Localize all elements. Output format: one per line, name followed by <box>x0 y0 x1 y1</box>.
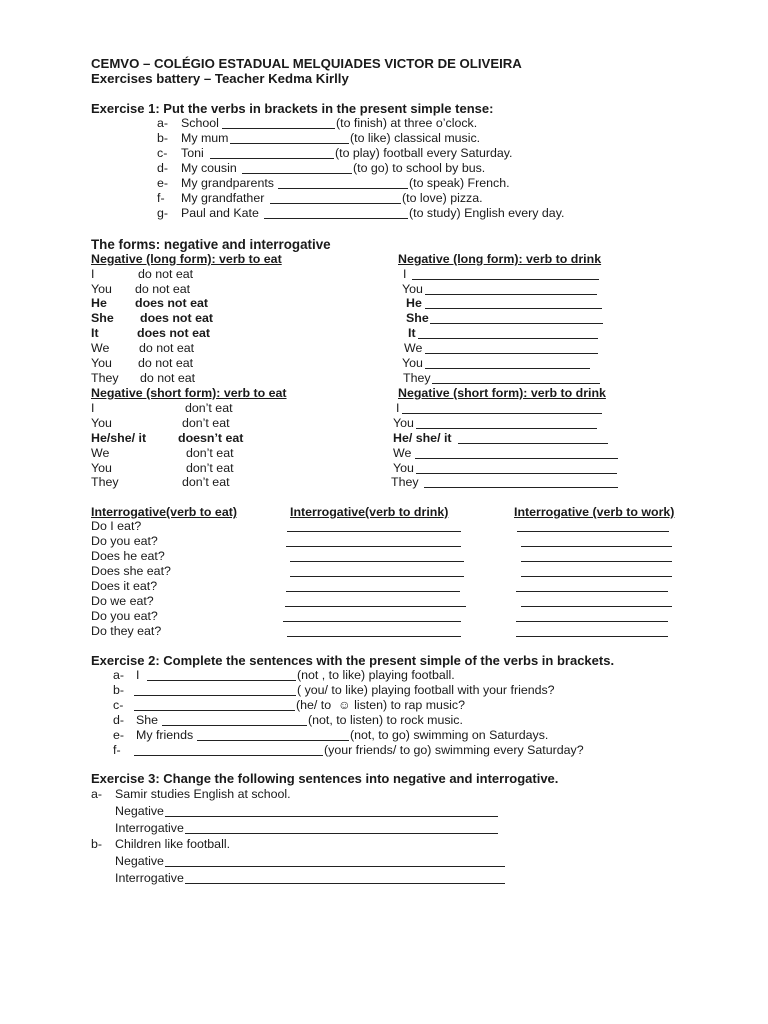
answer-blank[interactable] <box>242 173 352 174</box>
pronoun: I <box>91 267 95 281</box>
question: Does he eat? <box>91 549 165 563</box>
pronoun: We <box>91 341 110 355</box>
answer-blank[interactable] <box>516 636 668 637</box>
answer-blank[interactable] <box>521 606 672 607</box>
exercise1-title: Exercise 1: Put the verbs in brackets in the present simple tense: <box>91 101 494 116</box>
answer-blank[interactable] <box>270 203 401 204</box>
answer-blank[interactable] <box>165 866 505 867</box>
pronoun: We <box>393 446 412 460</box>
answer-blank[interactable] <box>134 755 323 756</box>
question: Do you eat? <box>91 534 158 548</box>
school-title: CEMVO – COLÉGIO ESTADUAL MELQUIADES VICTOR DE OLIVEIRA <box>91 56 522 71</box>
question: Do you eat? <box>91 609 158 623</box>
item-letter: a- <box>157 116 169 130</box>
item-hint: ( you/ to like) playing football with your friends? <box>297 683 555 697</box>
answer-blank[interactable] <box>430 323 603 324</box>
pronoun: It <box>91 326 99 340</box>
item-sentence: Children like football. <box>115 837 231 851</box>
answer-blank[interactable] <box>283 621 461 622</box>
verb-form: does not eat <box>137 326 210 340</box>
item-subject: My mum <box>181 131 229 145</box>
question: Do they eat? <box>91 624 162 638</box>
question: Does it eat? <box>91 579 158 593</box>
item-letter: a- <box>91 787 103 801</box>
item-hint: (he/ to ☺ listen) to rap music? <box>296 698 465 712</box>
pronoun: They <box>91 475 119 489</box>
item-hint: (to like) classical music. <box>350 131 481 145</box>
neg-long-eat-title: Negative (long form): verb to eat <box>91 252 282 266</box>
exercise2-title: Exercise 2: Complete the sentences with the present simple of the verbs in brackets. <box>91 653 615 668</box>
answer-blank[interactable] <box>185 883 505 884</box>
answer-blank[interactable] <box>230 143 349 144</box>
answer-blank[interactable] <box>286 591 460 592</box>
pronoun: He/she/ it <box>91 431 147 445</box>
pronoun: He/ she/ it <box>393 431 452 445</box>
answer-blank[interactable] <box>412 279 599 280</box>
pronoun: You <box>402 356 423 370</box>
verb-form: doesn’t eat <box>178 431 244 445</box>
verb-form: don’t eat <box>186 446 234 460</box>
pronoun: You <box>91 356 112 370</box>
answer-blank[interactable] <box>425 368 590 369</box>
answer-blank[interactable] <box>290 576 464 577</box>
verb-form: do not eat <box>135 282 191 296</box>
answer-blank[interactable] <box>165 816 498 817</box>
answer-blank[interactable] <box>162 725 307 726</box>
pronoun: You <box>402 282 423 296</box>
item-letter: e- <box>157 176 169 190</box>
item-hint: (not, to go) swimming on Saturdays. <box>350 728 549 742</box>
verb-form: don’t eat <box>186 461 234 475</box>
question: Do I eat? <box>91 519 142 533</box>
answer-blank[interactable] <box>197 740 349 741</box>
item-subject: My grandfather <box>181 191 265 205</box>
pronoun: They <box>391 475 419 489</box>
interrogative-label: Interrogative <box>115 821 184 835</box>
item-hint: (your friends/ to go) swimming every Saturday? <box>324 743 584 757</box>
answer-blank[interactable] <box>290 561 464 562</box>
pronoun: They <box>91 371 119 385</box>
pronoun: You <box>393 416 414 430</box>
answer-blank[interactable] <box>134 695 296 696</box>
question: Does she eat? <box>91 564 171 578</box>
exercise3-title: Exercise 3: Change the following sentences into negative and interrogative. <box>91 771 559 786</box>
verb-form: do not eat <box>138 267 194 281</box>
pronoun: They <box>403 371 431 385</box>
answer-blank[interactable] <box>425 308 602 309</box>
answer-blank[interactable] <box>432 383 600 384</box>
verb-form: does not eat <box>140 311 213 325</box>
answer-blank[interactable] <box>516 591 668 592</box>
pronoun: I <box>403 267 407 281</box>
item-hint: (to go) to school by bus. <box>353 161 486 175</box>
item-hint: (to finish) at three o’clock. <box>336 116 478 130</box>
answer-blank[interactable] <box>521 546 672 547</box>
verb-form: don’t eat <box>185 401 233 415</box>
negative-label: Negative <box>115 804 164 818</box>
item-letter: f- <box>113 743 121 757</box>
verb-form: don’t eat <box>182 416 230 430</box>
pronoun: She <box>406 311 429 325</box>
interrog-eat-title: Interrogative(verb to eat) <box>91 505 237 519</box>
forms-title: The forms: negative and interrogative <box>91 237 331 252</box>
item-letter: c- <box>157 146 168 160</box>
answer-blank[interactable] <box>285 606 466 607</box>
item-sentence: Samir studies English at school. <box>115 787 291 801</box>
item-subject: Toni <box>181 146 204 160</box>
worksheet-subtitle: Exercises battery – Teacher Kedma Kirlly <box>91 71 349 86</box>
answer-blank[interactable] <box>516 621 668 622</box>
answer-blank[interactable] <box>402 413 602 414</box>
item-hint: (to play) football every Saturday. <box>335 146 513 160</box>
item-letter: b- <box>113 683 125 697</box>
interrogative-label: Interrogative <box>115 871 184 885</box>
pronoun: It <box>408 326 416 340</box>
answer-blank[interactable] <box>286 546 461 547</box>
item-hint: (to study) English every day. <box>409 206 565 220</box>
interrog-drink-title: Interrogative(verb to drink) <box>290 505 449 519</box>
item-letter: e- <box>113 728 125 742</box>
answer-blank[interactable] <box>287 636 461 637</box>
answer-blank[interactable] <box>210 158 334 159</box>
verb-form: do not eat <box>138 356 194 370</box>
pronoun: I <box>91 401 95 415</box>
item-letter: d- <box>113 713 125 727</box>
item-subject: I <box>136 668 140 682</box>
answer-blank[interactable] <box>147 680 296 681</box>
neg-long-drink-title: Negative (long form): verb to drink <box>398 252 602 266</box>
answer-blank[interactable] <box>287 531 461 532</box>
verb-form: do not eat <box>139 341 195 355</box>
item-letter: c- <box>113 698 124 712</box>
item-subject: School <box>181 116 219 130</box>
neg-short-drink-title: Negative (short form): verb to drink <box>398 386 606 400</box>
item-subject: My grandparents <box>181 176 274 190</box>
item-subject: My friends <box>136 728 194 742</box>
answer-blank[interactable] <box>418 338 598 339</box>
answer-blank[interactable] <box>264 218 408 219</box>
item-letter: b- <box>157 131 169 145</box>
neg-short-eat-title: Negative (short form): verb to eat <box>91 386 287 400</box>
answer-blank[interactable] <box>517 531 669 532</box>
item-letter: d- <box>157 161 169 175</box>
pronoun: You <box>91 461 112 475</box>
answer-blank[interactable] <box>134 710 295 711</box>
answer-blank[interactable] <box>185 833 498 834</box>
item-subject: She <box>136 713 159 727</box>
pronoun: He <box>91 296 107 310</box>
answer-blank[interactable] <box>415 458 618 459</box>
verb-form: do not eat <box>140 371 196 385</box>
item-subject: Paul and Kate <box>181 206 259 220</box>
pronoun: You <box>393 461 414 475</box>
item-hint: (not, to listen) to rock music. <box>308 713 463 727</box>
answer-blank[interactable] <box>521 576 672 577</box>
pronoun: She <box>91 311 114 325</box>
answer-blank[interactable] <box>416 473 617 474</box>
item-letter: b- <box>91 837 103 851</box>
item-hint: (not , to like) playing football. <box>297 668 455 682</box>
answer-blank[interactable] <box>521 561 672 562</box>
item-letter: g- <box>157 206 169 220</box>
interrog-work-title: Interrogative (verb to work) <box>514 505 675 519</box>
answer-blank[interactable] <box>425 294 597 295</box>
item-letter: a- <box>113 668 125 682</box>
item-hint: (to love) pizza. <box>402 191 483 205</box>
pronoun: I <box>396 401 400 415</box>
pronoun: We <box>91 446 110 460</box>
verb-form: don’t eat <box>182 475 230 489</box>
item-subject: My cousin <box>181 161 237 175</box>
answer-blank[interactable] <box>222 128 335 129</box>
answer-blank[interactable] <box>424 487 618 488</box>
verb-form: does not eat <box>135 296 208 310</box>
item-letter: f- <box>157 191 165 205</box>
pronoun: He <box>406 296 422 310</box>
pronoun: You <box>91 282 112 296</box>
answer-blank[interactable] <box>425 353 598 354</box>
pronoun: We <box>404 341 423 355</box>
answer-blank[interactable] <box>278 188 408 189</box>
answer-blank[interactable] <box>416 428 597 429</box>
answer-blank[interactable] <box>458 443 608 444</box>
negative-label: Negative <box>115 854 164 868</box>
question: Do we eat? <box>91 594 154 608</box>
item-hint: (to speak) French. <box>409 176 510 190</box>
pronoun: You <box>91 416 112 430</box>
